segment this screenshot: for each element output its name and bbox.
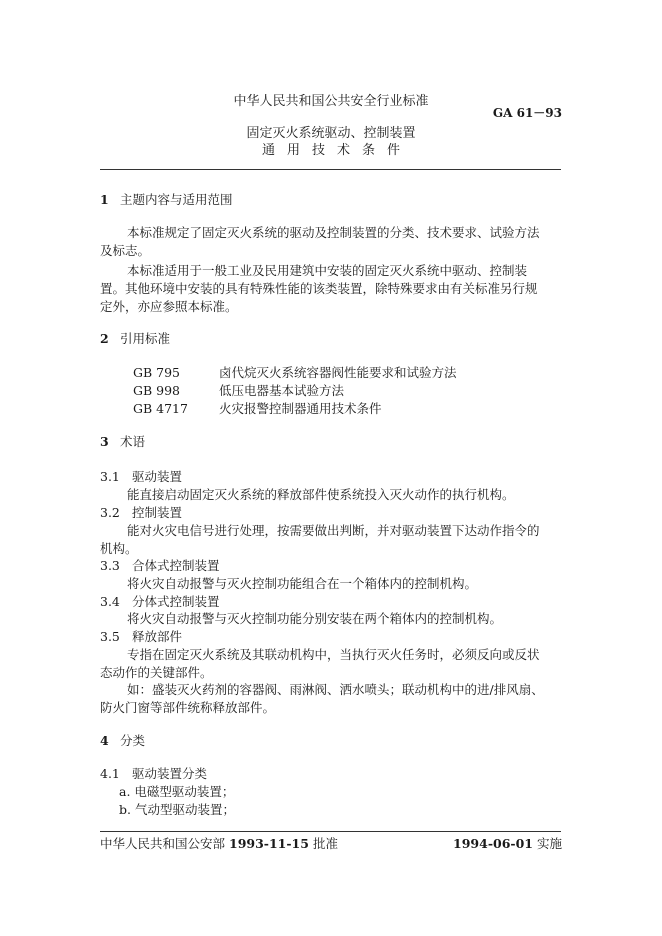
standard-code: GA 61－93	[492, 106, 562, 120]
approval-line	[100, 834, 338, 852]
term-definition: 专指在固定灭火系统及其联动机构中，当执行灭火任务时，必须反向或反状	[127, 647, 540, 662]
issuer: 中华人民共和国公安部	[100, 836, 226, 851]
term-example: 如：盛装灭火药剂的容器阀、雨淋阀、洒水喷头；联动机构中的进/排风扇、	[127, 682, 544, 697]
paragraph-line: 及标志。	[100, 243, 151, 258]
reference-title: 火灾报警控制器通用技术条件	[219, 401, 382, 416]
section-title: 术语	[120, 434, 146, 449]
implementation-label: 实施	[536, 836, 562, 851]
term-number: 3.3	[100, 558, 120, 573]
subsection-heading	[100, 764, 207, 782]
reference-item	[133, 363, 457, 381]
reference-title: 卤代烷灭火系统容器阀性能要求和试验方法	[219, 365, 457, 380]
paragraph-line: 本标准适用于一般工业及民用建筑中安装的固定灭火系统中驱动、控制装	[127, 263, 528, 278]
section-heading-1	[100, 190, 233, 208]
section-heading-3	[100, 432, 145, 450]
implementation-line	[453, 834, 562, 852]
term-number: 3.4	[100, 594, 120, 609]
reference-code: GB 4717	[133, 401, 188, 416]
term-heading	[100, 627, 182, 645]
term-title: 驱动装置	[132, 469, 183, 484]
term-example: 防火门窗等部件统称释放部件。	[100, 700, 276, 715]
approval-date: 1993-11-15	[229, 836, 309, 851]
section-number: 3	[100, 434, 109, 449]
reference-title: 低压电器基本试验方法	[219, 383, 345, 398]
term-number: 3.2	[100, 505, 120, 520]
document-title: 固定灭火系统驱动、控制装置	[246, 126, 416, 141]
list-item: b. 气动型驱动装置；	[119, 802, 235, 817]
approval-label: 批准	[312, 836, 338, 851]
term-number: 3.5	[100, 629, 120, 644]
standard-title: 中华人民共和国公共安全行业标准	[233, 94, 429, 109]
paragraph-line: 置。其他环境中安装的具有特殊性能的该类装置，除特殊要求由有关标准另行规	[100, 281, 538, 296]
term-title: 合体式控制装置	[132, 558, 220, 573]
term-title: 控制装置	[132, 505, 183, 520]
document-subtitle: 通用技术条件	[261, 143, 412, 158]
section-heading-4	[100, 731, 145, 749]
term-heading	[100, 556, 220, 574]
section-heading-2	[100, 329, 170, 347]
reference-item	[133, 381, 344, 399]
section-title: 分类	[120, 733, 146, 748]
term-title: 释放部件	[132, 629, 183, 644]
term-definition: 将火灾自动报警与灭火控制功能分别安装在两个箱体内的控制机构。	[127, 611, 503, 626]
reference-code: GB 795	[133, 365, 181, 380]
reference-code: GB 998	[133, 383, 181, 398]
reference-item	[133, 399, 382, 417]
term-heading	[100, 467, 182, 485]
list-item: a. 电磁型驱动装置；	[119, 784, 235, 799]
paragraph-line: 定外，亦应参照本标准。	[100, 299, 238, 314]
term-definition: 态动作的关键部件。	[100, 665, 213, 680]
header-divider	[100, 169, 561, 170]
term-definition: 能对火灾电信号进行处理，按需要做出判断，并对驱动装置下达动作指令的	[127, 523, 540, 538]
term-title: 分体式控制装置	[132, 594, 220, 609]
term-definition: 能直接启动固定灭火系统的释放部件使系统投入灭火动作的执行机构。	[127, 487, 515, 502]
term-definition: 机构。	[100, 541, 138, 556]
term-heading	[100, 592, 220, 610]
term-number: 3.1	[100, 469, 120, 484]
section-number: 4	[100, 733, 109, 748]
section-number: 2	[100, 331, 109, 346]
term-definition: 将火灾自动报警与灭火控制功能组合在一个箱体内的控制机构。	[127, 576, 478, 591]
paragraph-line: 本标准规定了固定灭火系统的驱动及控制装置的分类、技术要求、试验方法	[127, 225, 540, 240]
section-title: 引用标准	[120, 331, 171, 346]
subsection-number: 4.1	[100, 766, 120, 781]
section-title: 主题内容与适用范围	[120, 192, 233, 207]
section-number: 1	[100, 192, 109, 207]
implementation-date: 1994-06-01	[453, 836, 533, 851]
subsection-title: 驱动装置分类	[132, 766, 208, 781]
footer-divider	[100, 831, 561, 832]
term-heading	[100, 503, 182, 521]
